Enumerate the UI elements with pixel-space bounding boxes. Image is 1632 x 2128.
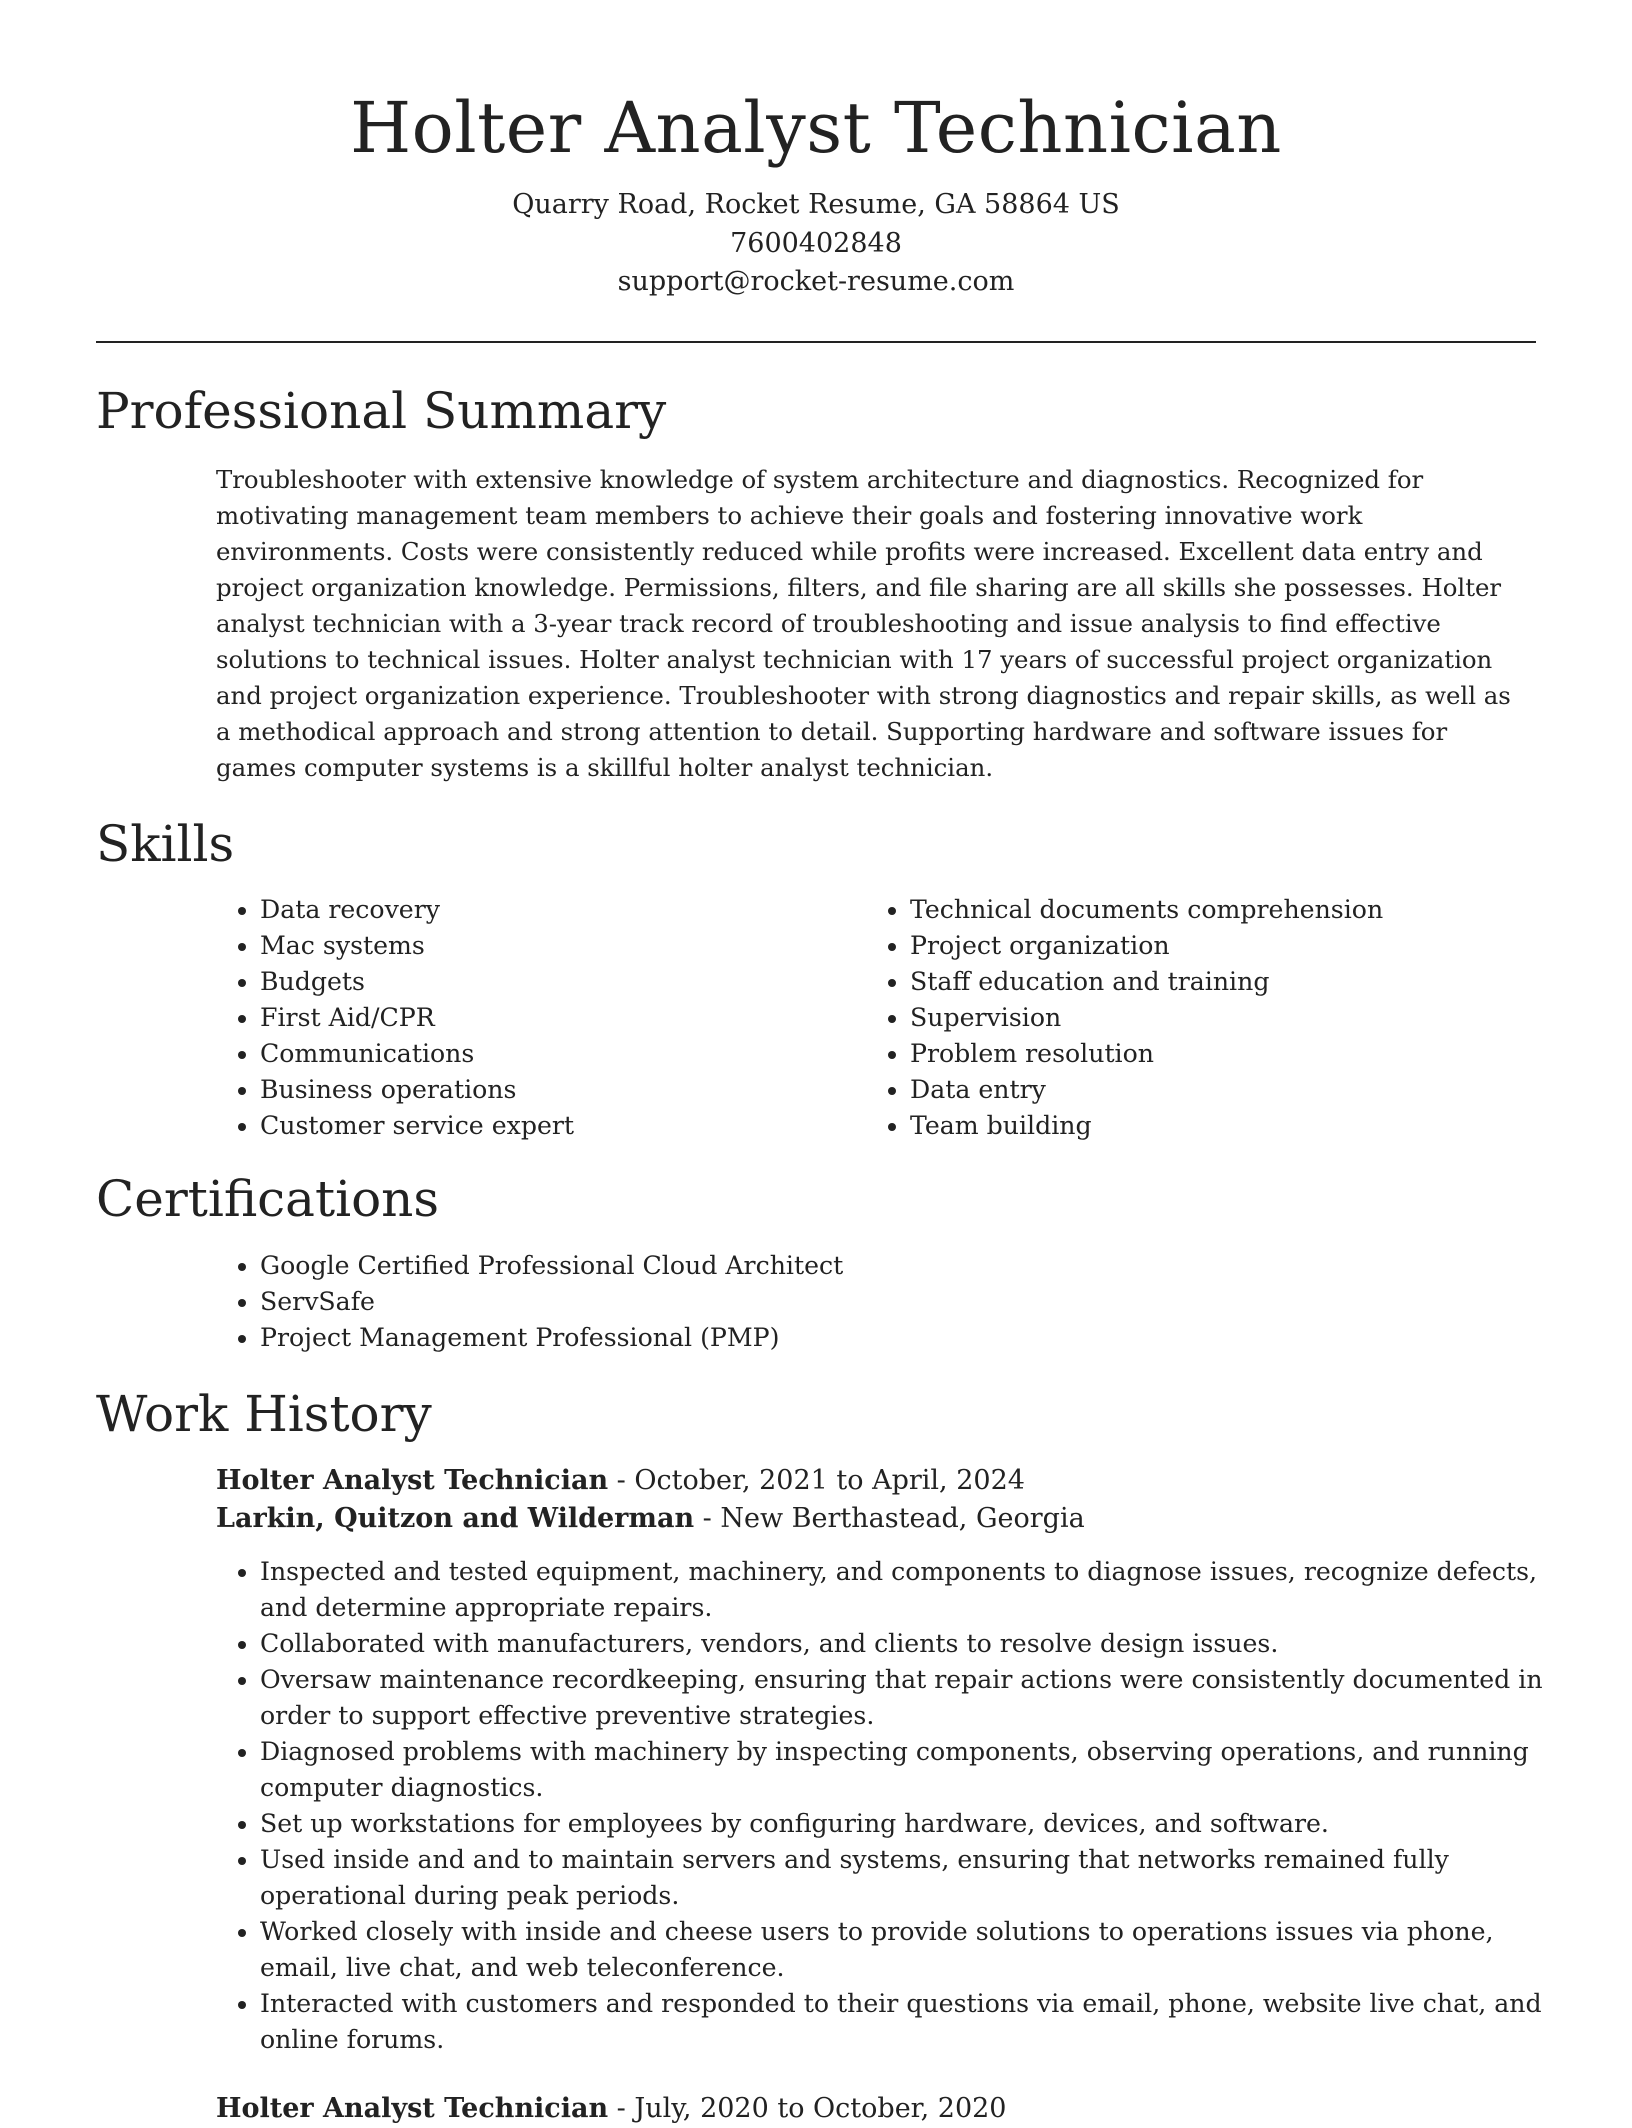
job-duties-list (216, 1554, 1570, 2058)
list-item: • Diagnosed problems with machinery by inspecting components, observing operations, and running computer diagnostics. (260, 1734, 1570, 1806)
list-item: • Interacted with customers and responded to their questions via email, phone, website live chat, and online forums. (260, 1986, 1570, 2058)
work-history-heading: Work History (96, 1385, 432, 1443)
job-company-line (216, 1500, 1526, 1538)
resume-header (96, 80, 1536, 302)
list-item: • Used inside and and to maintain servers and systems, ensuring that networks remained fully operational during peak periods. (260, 1842, 1570, 1914)
list-item: • Project Management Professional (PMP) (260, 1320, 1570, 1356)
list-item: • Budgets (260, 964, 860, 1000)
list-item: • Set up workstations for employees by configuring hardware, devices, and software. (260, 1806, 1570, 1842)
list-item: • Worked closely with inside and cheese users to provide solutions to operations issues via phone, email, live chat, and web teleconference. (260, 1914, 1570, 1986)
list-item: • Inspected and tested equipment, machinery, and components to diagnose issues, recognize defects, and determine appropriate repairs. (260, 1554, 1570, 1626)
contact-email: support@rocket-resume.com (617, 266, 1015, 297)
job-dates: - July, 2020 to October, 2020 (608, 2093, 1007, 2124)
header-divider (96, 341, 1536, 343)
contact-address: Quarry Road, Rocket Resume, GA 58864 US (512, 189, 1120, 220)
list-item: • Collaborated with manufacturers, vendors, and clients to resolve design issues. (260, 1626, 1570, 1662)
job-company: Larkin, Quitzon and Wilderman (216, 1503, 695, 1534)
skills-list-left (216, 892, 860, 1144)
certifications-heading: Certifications (96, 1170, 440, 1228)
contact-phone: 7600402848 (730, 227, 902, 259)
certifications-list (216, 1248, 1570, 1356)
list-item: • ServSafe (260, 1284, 1570, 1320)
list-item: • Google Certified Professional Cloud Architect (260, 1248, 1570, 1284)
candidate-name: Holter Analyst Technician (350, 87, 1282, 169)
summary-text: Troubleshooter with extensive knowledge of system architecture and diagnostics. Recognized for motivating management team members to achieve their goals and fostering innovative work environments. Costs were consistently reduced while profits were increased. Excellent data entry and project organization knowledge. Permissions, filters, and file sharing are all skills she possesses. Holter analyst technician with a 3-year track record of troubleshooting and issue analysis to find effective solutions to technical issues. Holter analyst technician with 17 years of successful project organization and project organization experience. Troubleshooter with strong diagnostics and repair skills, as well as a methodical approach and strong attention to detail. Supporting hardware and software issues for games computer systems is a skillful holter analyst technician. (216, 465, 1511, 782)
list-item: • Data recovery (260, 892, 860, 928)
list-item: • Data entry (910, 1072, 1570, 1108)
list-item: • Technical documents comprehension (910, 892, 1570, 928)
list-item: • Problem resolution (910, 1036, 1570, 1072)
list-item: • Staff education and training (910, 964, 1570, 1000)
job-role: Holter Analyst Technician (216, 2093, 609, 2124)
job-role: Holter Analyst Technician (216, 1465, 609, 1496)
list-item: • Mac systems (260, 928, 860, 964)
skills-list-right (866, 892, 1570, 1144)
list-item: • Business operations (260, 1072, 860, 1108)
skills-heading: Skills (96, 815, 235, 873)
list-item: • Communications (260, 1036, 860, 1072)
list-item: • Oversaw maintenance recordkeeping, ensuring that repair actions were consistently documented in order to support effective preventive strategies. (260, 1662, 1570, 1734)
list-item: • First Aid/CPR (260, 1000, 860, 1036)
list-item: • Customer service expert (260, 1108, 860, 1144)
list-item: • Supervision (910, 1000, 1570, 1036)
job-location: - New Berthastead, Georgia (694, 1503, 1085, 1534)
list-item: • Project organization (910, 928, 1570, 964)
summary-heading: Professional Summary (96, 382, 667, 440)
job-dates: - October, 2021 to April, 2024 (608, 1465, 1025, 1496)
job-title-line (216, 2090, 1526, 2128)
job-title-line (216, 1462, 1526, 1500)
list-item: • Team building (910, 1108, 1570, 1144)
